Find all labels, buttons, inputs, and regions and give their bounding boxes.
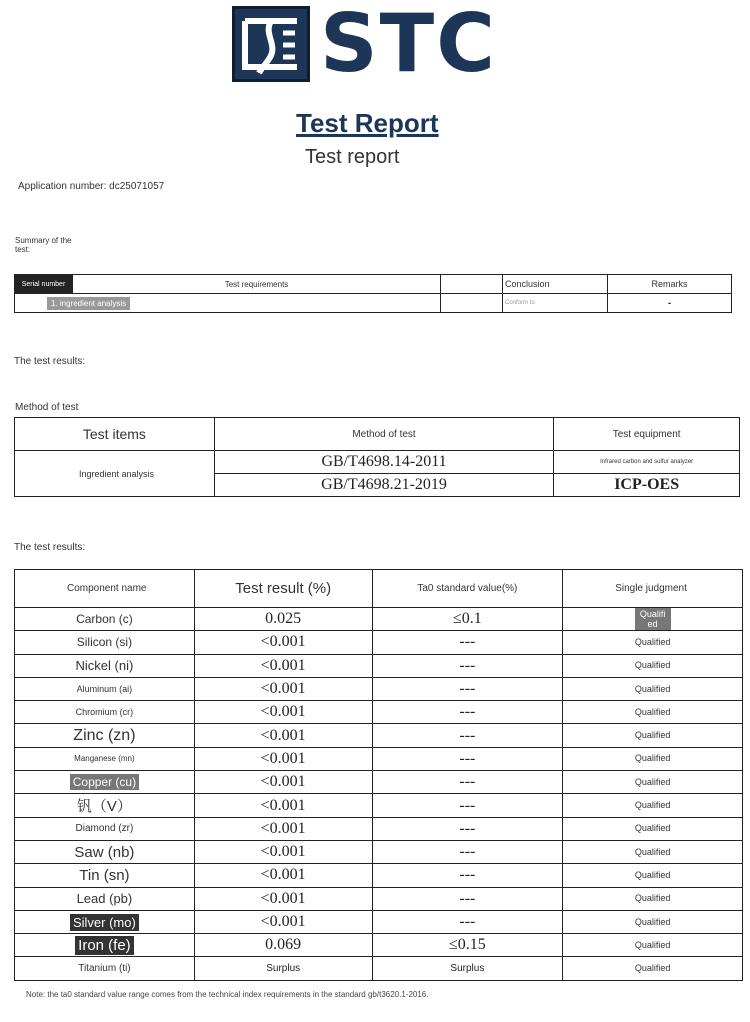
component-name: Aluminum (ai) [76,684,133,695]
summary-table [14,274,732,313]
test-result: <0.001 [260,913,306,930]
method-row-2: GB/T4698.21-2019 [214,474,553,497]
table-row [15,957,743,980]
table-row [15,910,743,933]
component-name: Titanium (ti) [78,963,131,975]
table-row [15,934,743,957]
component-name: 钒（V） [76,798,132,816]
table-row [15,817,743,840]
method-table [14,417,740,497]
single-judgment: Qualified [634,823,671,834]
test-result: <0.001 [260,819,306,837]
component-name: Diamond (zr) [75,823,134,835]
table-row [15,701,743,724]
header-method: Method of test [214,418,553,451]
single-judgment: Qualified [634,660,671,671]
header-equipment: Test equipment [554,418,740,451]
table-row [15,771,743,794]
table-row [15,887,743,910]
table-row [15,864,743,887]
single-judgment: Qualified [634,776,671,787]
table-row [15,840,743,863]
standard-value: --- [459,726,476,744]
test-result: <0.001 [260,843,306,861]
single-judgment: Qualified [634,893,671,904]
results-label-2: The test results: [14,542,86,553]
header-test-result: Test result (%) [194,570,372,608]
test-result: <0.001 [260,680,306,698]
single-judgment: Qualified [634,636,671,647]
component-name: Nickel (ni) [75,658,134,674]
table-row [15,794,743,817]
report-title: Test Report [296,108,439,138]
standard-value: ≤0.1 [452,610,482,628]
logo-text: STC [320,0,497,90]
single-judgment: Qualified [634,916,671,927]
single-judgment: Qualified [634,846,671,857]
table-row [15,631,743,654]
summary-conclusion: Conform to [503,294,608,313]
header-remarks: Remarks [608,275,732,294]
component-name: Tin (sn) [79,866,130,884]
standard-value: --- [459,749,476,767]
standard-value: --- [459,843,476,861]
results-table [14,569,743,981]
component-name: Manganese (mn) [74,754,135,764]
test-result: <0.001 [260,796,306,814]
table-row [15,654,743,677]
component-name: Silicon (si) [76,635,133,650]
test-result: <0.001 [260,703,306,721]
report-subtitle: Test report [305,146,400,168]
single-judgment: Qualified [634,869,671,880]
component-name: Zinc (zn) [73,726,136,744]
standard-value: --- [459,703,476,721]
single-judgment: Qualified [634,706,671,717]
component-name: Carbon (c) [76,612,133,627]
test-result: <0.001 [260,726,306,744]
single-judgment: Qualified [634,730,671,741]
summary-item: 1. ingredient analysis [47,297,130,310]
logo-mark-icon [232,6,310,82]
test-result: <0.001 [260,773,306,791]
standard-value: --- [459,913,476,930]
single-judgment: Qualified [634,800,671,811]
header-single-judgment: Single judgment [563,570,743,608]
test-result: <0.001 [260,633,306,651]
equipment-row-1: Infrared carbon and sulfur analyzer [554,451,740,474]
test-result: Surplus [266,963,301,975]
single-judgment: Qualified [634,963,671,974]
table-row [15,677,743,700]
standard-value: --- [459,819,476,837]
standard-value: --- [459,866,476,884]
stc-logo [232,0,516,90]
single-judgment: Qualified [634,939,671,950]
standard-value: --- [459,633,476,651]
test-result: <0.001 [260,749,306,767]
component-name: Silver (mo) [70,914,139,931]
footnote: Note: the ta0 standard value range comes from the technical index requirements in the standard gb/t3620.1-2016. [26,990,429,999]
component-name: Saw (nb) [74,843,135,861]
component-name: Copper (cu) [70,774,139,790]
single-judgment: Qualified [634,683,671,694]
test-result: <0.001 [260,656,306,674]
standard-value: --- [459,889,476,907]
test-result: 0.069 [265,936,302,954]
table-row [15,747,743,770]
header-serial-number: Serial number [15,275,73,294]
standard-value: --- [459,773,476,791]
table-row [15,608,743,631]
header-component-name: Component name [15,570,195,608]
standard-value: Surplus [450,963,485,975]
standard-value: --- [459,656,476,674]
header-test-requirements: Test requirements [73,275,441,294]
summary-label: Summary of the test: [15,236,72,254]
component-name: Chromium (cr) [75,707,134,718]
standard-value: --- [459,680,476,698]
test-item-ingredient: Ingredient analysis [15,451,215,497]
summary-remarks: - [608,294,732,313]
header-test-items: Test items [15,418,215,451]
results-label-1: The test results: [14,356,86,367]
test-result: <0.001 [260,889,306,907]
method-label: Method of test [15,402,79,413]
single-judgment: Qualified [634,753,671,764]
equipment-row-2: ICP-OES [554,474,740,497]
table-row [15,724,743,747]
header-conclusion: Conclusion [503,275,608,294]
header-standard-value: Ta0 standard value(%) [372,570,563,608]
standard-value: ≤0.15 [448,936,486,954]
application-number: Application number: dc25071057 [18,181,165,192]
single-judgment: Qualified [635,608,671,630]
method-row-1: GB/T4698.14-2011 [214,451,553,474]
component-name: Lead (pb) [76,891,133,907]
component-name: Iron (fe) [75,936,134,955]
test-result: 0.025 [265,610,302,628]
standard-value: --- [459,796,476,814]
test-result: <0.001 [260,866,306,884]
